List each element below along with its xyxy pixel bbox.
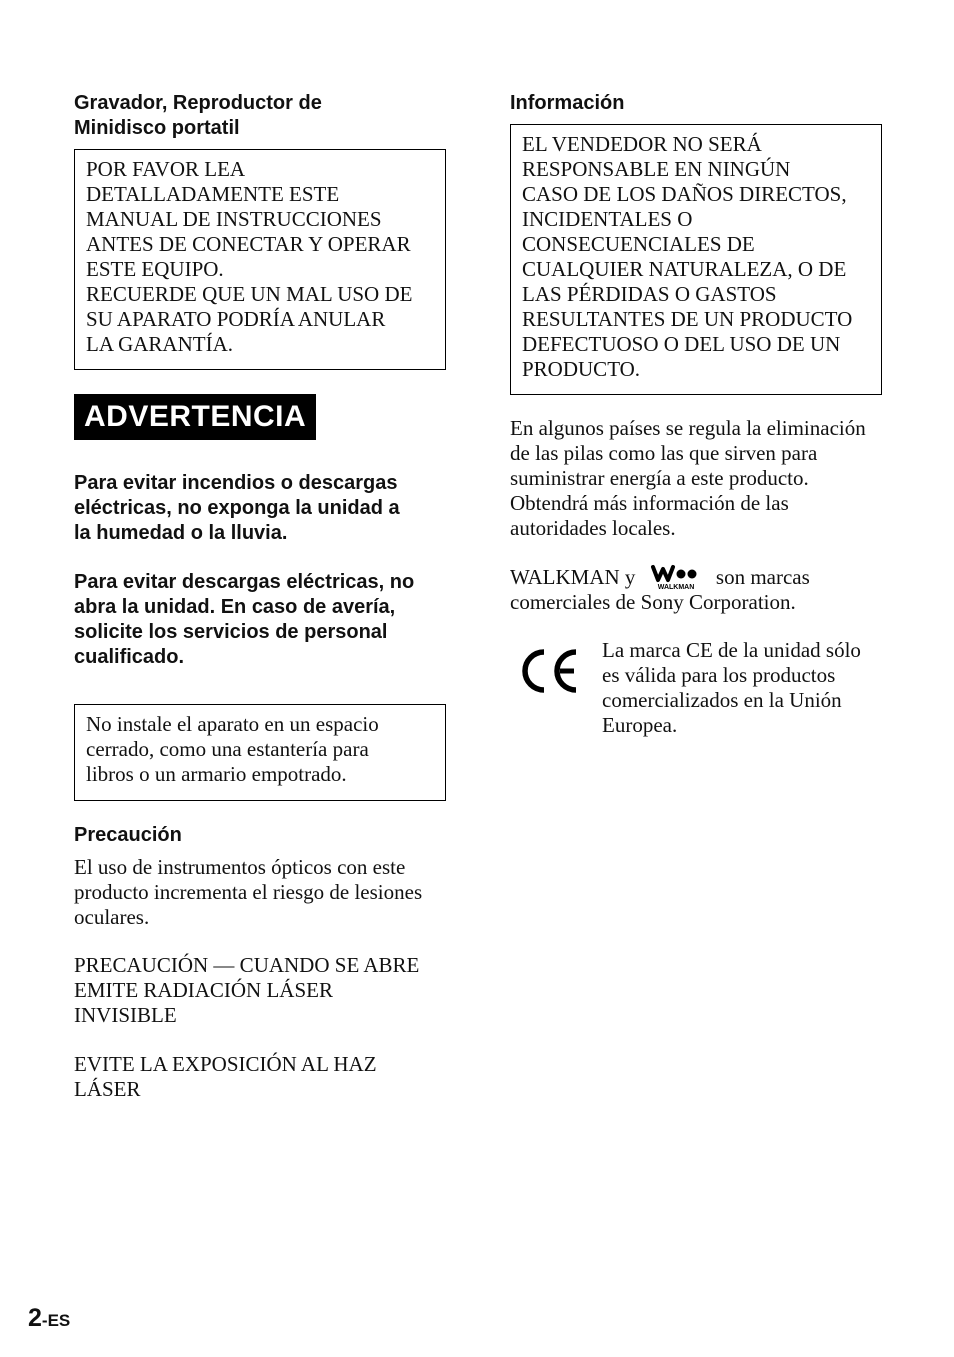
product-heading: Gravador, Reproductor de Minidisco portatil bbox=[74, 92, 322, 139]
informacion-heading: Información bbox=[510, 92, 625, 114]
laser-radiation-warning: PRECAUCIÓN — CUANDO SE ABRE EMITE RADIACIÓN LÁSER INVISIBLE bbox=[74, 953, 420, 1027]
open-unit-warning: Para evitar descargas eléctricas, no abra la unidad. En caso de avería, solicite los servicios de personal cualificado. bbox=[74, 571, 415, 668]
fire-shock-warning: Para evitar incendios o descargas eléctricas, no exponga la unidad a la humedad o la lluvia. bbox=[74, 472, 400, 544]
precaucion-heading: Precaución bbox=[74, 824, 182, 846]
battery-disposal-text: En algunos países se regula la eliminación de las pilas como las que sirven para suministrar energía a este producto. Obtendrá más información de las autoridades locales. bbox=[510, 416, 866, 540]
advertencia-banner: ADVERTENCIA bbox=[74, 394, 316, 440]
page-number: 2-ES bbox=[28, 1304, 71, 1332]
walkman-logo-icon bbox=[645, 564, 707, 590]
walkman-trademark-text: WALKMAN y WALKMAN son marcas comerciales de Sony Corporation. bbox=[510, 565, 810, 614]
ce-mark-icon bbox=[516, 644, 582, 698]
ce-mark-text: La marca CE de la unidad sólo es válida para los productos comercializados en la Unión Europea. bbox=[602, 638, 861, 737]
liability-disclaimer-box: EL VENDEDOR NO SERÁ RESPONSABLE EN NINGÚN CASO DE LOS DAÑOS DIRECTOS, INCIDENTALES O CONSECUENCIALES DE CUALQUIER NATURALEZA, O DE LAS PÉRDIDAS O GASTOS RESULTANTES DE UN PRODUCTO DEFECTUOSO O DEL USO DE UN PRODUCTO. bbox=[510, 124, 882, 395]
optical-instruments-text: El uso de instrumentos ópticos con este producto incrementa el riesgo de lesiones oculares. bbox=[74, 855, 423, 929]
laser-exposure-warning: EVITE LA EXPOSICIÓN AL HAZ LÁSER bbox=[74, 1052, 377, 1101]
read-manual-notice-box: POR FAVOR LEA DETALLADAMENTE ESTE MANUAL DE INSTRUCCIONES ANTES DE CONECTAR Y OPERAR ESTE EQUIPO. RECUERDE QUE UN MAL USO DE SU APARATO PODRÍA ANULAR LA GARANTÍA. bbox=[74, 149, 446, 370]
walkman-logo-text: WALKMAN bbox=[657, 584, 694, 590]
installation-notice-box: No instale el aparato en un espacio cerrado, como una estantería para libros o un armario empotrado. bbox=[74, 704, 446, 801]
